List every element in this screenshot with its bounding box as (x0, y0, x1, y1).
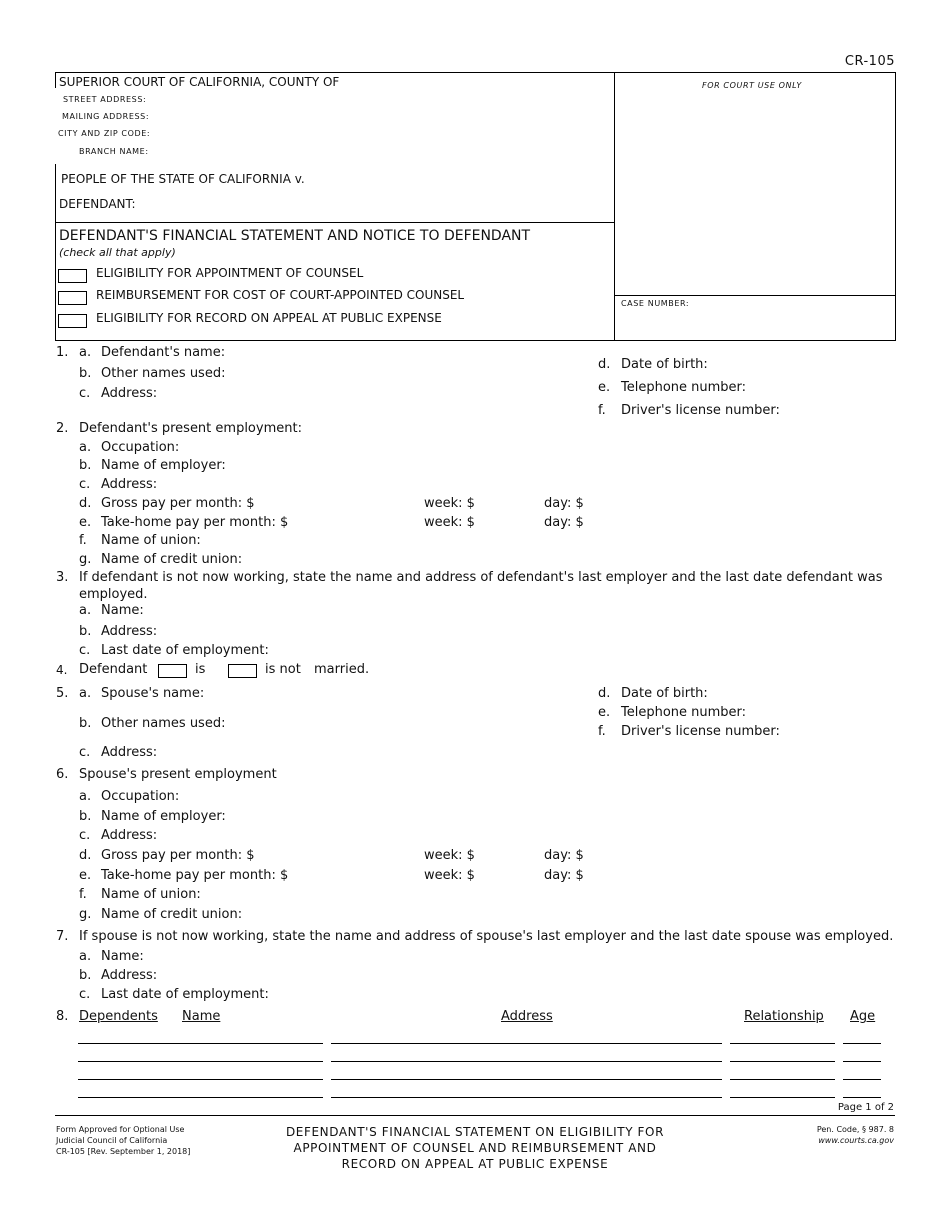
footer-title-line3: RECORD ON APPEAL AT PUBLIC EXPENSE (341, 1157, 609, 1171)
s1-address-label: Address: (101, 386, 158, 401)
dependent-address-line[interactable] (331, 1097, 722, 1098)
dependent-relationship-line[interactable] (730, 1061, 835, 1062)
s1-defendant-name-label: Defendant's name: (101, 345, 226, 360)
s8-dependents-header: Dependents (79, 1009, 158, 1024)
s2-union-label: Name of union: (101, 533, 201, 548)
s5-number: 5. (56, 686, 69, 701)
s1-a-letter: a. (79, 345, 92, 360)
footer-council: Judicial Council of California (56, 1136, 168, 1145)
s2-gross-day-label: day: $ (544, 496, 584, 511)
check-instruction: (check all that apply) (59, 246, 176, 259)
s5-a-letter: a. (79, 686, 92, 701)
s2-c-letter: c. (79, 477, 91, 492)
s1-b-letter: b. (79, 366, 92, 381)
footer-url[interactable]: www.courts.ca.gov (818, 1136, 894, 1145)
s7-text: If spouse is not now working, state the name and address of spouse's last employer and the last date spouse was employed. (79, 929, 894, 944)
s3-b-letter: b. (79, 624, 92, 639)
eligibility-counsel-label: ELIGIBILITY FOR APPOINTMENT OF COUNSEL (96, 266, 364, 280)
s6-f-letter: f. (79, 887, 87, 902)
s1-c-letter: c. (79, 386, 91, 401)
s6-address-label: Address: (101, 828, 158, 843)
dependent-name-line[interactable] (78, 1079, 323, 1080)
s3-a-letter: a. (79, 603, 92, 618)
s5-license-label: Driver's license number: (621, 724, 780, 739)
s6-gross-day-label: day: $ (544, 848, 584, 863)
s1-other-names-label: Other names used: (101, 366, 226, 381)
s5-address-label: Address: (101, 745, 158, 760)
record-appeal-checkbox[interactable] (58, 314, 87, 328)
s5-f-letter: f. (598, 724, 606, 739)
s4-is-married-checkbox[interactable] (158, 664, 187, 678)
dependent-name-line[interactable] (78, 1061, 323, 1062)
form-number: CR-105 (844, 54, 895, 69)
s1-d-letter: d. (598, 357, 611, 372)
s6-number: 6. (56, 767, 69, 782)
s2-number: 2. (56, 421, 69, 436)
dependent-age-line[interactable] (843, 1061, 881, 1062)
s6-takehome-week-label: week: $ (424, 868, 475, 883)
s7-c-letter: c. (79, 987, 91, 1002)
dependent-relationship-line[interactable] (730, 1043, 835, 1044)
street-address-label: STREET ADDRESS: (63, 95, 147, 104)
city-zip-label: CITY AND ZIP CODE: (58, 129, 151, 138)
s8-name-header: Name (182, 1009, 221, 1024)
s4-is-not-label: is not (265, 662, 301, 677)
s4-married-label: married. (314, 662, 370, 677)
s1-number: 1. (56, 345, 69, 360)
s5-phone-label: Telephone number: (621, 705, 747, 720)
s1-dob-label: Date of birth: (621, 357, 708, 372)
s5-d-letter: d. (598, 686, 611, 701)
form-title: DEFENDANT'S FINANCIAL STATEMENT AND NOTICE TO DEFENDANT (59, 228, 531, 244)
s1-e-letter: e. (598, 380, 611, 395)
s1-phone-label: Telephone number: (621, 380, 747, 395)
s4-is-not-married-checkbox[interactable] (228, 664, 257, 678)
s6-d-letter: d. (79, 848, 92, 863)
footer-approved: Form Approved for Optional Use (56, 1125, 185, 1134)
page-number: Page 1 of 2 (837, 1102, 894, 1113)
record-appeal-label: ELIGIBILITY FOR RECORD ON APPEAL AT PUBLIC EXPENSE (96, 311, 442, 325)
s6-c-letter: c. (79, 828, 91, 843)
s2-takehome-week-label: week: $ (424, 515, 475, 530)
dependent-age-line[interactable] (843, 1043, 881, 1044)
dependent-relationship-line[interactable] (730, 1079, 835, 1080)
footer-revision: CR-105 [Rev. September 1, 2018] (56, 1147, 191, 1156)
s2-gross-pay-label: Gross pay per month: $ (101, 496, 255, 511)
s2-d-letter: d. (79, 496, 92, 511)
s4-defendant-label: Defendant (79, 662, 148, 677)
s3-number: 3. (56, 570, 69, 585)
dependent-age-line[interactable] (843, 1079, 881, 1080)
s6-title: Spouse's present employment (79, 767, 277, 782)
eligibility-counsel-checkbox[interactable] (58, 269, 87, 283)
s5-spouse-name-label: Spouse's name: (101, 686, 205, 701)
dependent-relationship-line[interactable] (730, 1097, 835, 1098)
s6-union-label: Name of union: (101, 887, 201, 902)
defendant-label: DEFENDANT: (59, 197, 136, 211)
s7-a-letter: a. (79, 949, 92, 964)
mailing-address-label: MAILING ADDRESS: (62, 112, 150, 121)
header-divider (614, 72, 615, 340)
s8-address-header: Address (501, 1009, 553, 1024)
dependent-age-line[interactable] (843, 1097, 881, 1098)
s8-age-header: Age (850, 1009, 876, 1024)
s6-gross-pay-label: Gross pay per month: $ (101, 848, 255, 863)
address-gap (52, 88, 58, 164)
s5-other-names-label: Other names used: (101, 716, 226, 731)
s6-g-letter: g. (79, 907, 92, 922)
reimbursement-label: REIMBURSEMENT FOR COST OF COURT-APPOINTED COUNSEL (96, 288, 465, 302)
s8-number: 8. (56, 1009, 69, 1024)
s2-takehome-label: Take-home pay per month: $ (101, 515, 289, 530)
s3-name-label: Name: (101, 603, 144, 618)
court-use-label: FOR COURT USE ONLY (702, 81, 802, 90)
s2-g-letter: g. (79, 552, 92, 567)
title-divider (55, 222, 615, 223)
s2-f-letter: f. (79, 533, 87, 548)
s3-last-date-label: Last date of employment: (101, 643, 269, 658)
s2-occupation-label: Occupation: (101, 440, 180, 455)
s2-credit-union-label: Name of credit union: (101, 552, 243, 567)
branch-name-label: BRANCH NAME: (79, 147, 149, 156)
footer-title-line1: DEFENDANT'S FINANCIAL STATEMENT ON ELIGIBILITY FOR (285, 1125, 665, 1139)
s5-e-letter: e. (598, 705, 611, 720)
s3-c-letter: c. (79, 643, 91, 658)
s5-dob-label: Date of birth: (621, 686, 708, 701)
s2-a-letter: a. (79, 440, 92, 455)
s5-b-letter: b. (79, 716, 92, 731)
s1-license-label: Driver's license number: (621, 403, 780, 418)
s4-is-label: is (195, 662, 206, 677)
reimbursement-checkbox[interactable] (58, 291, 87, 305)
s6-b-letter: b. (79, 809, 92, 824)
case-number-label: CASE NUMBER: (621, 299, 690, 308)
s6-employer-label: Name of employer: (101, 809, 226, 824)
dependent-address-line[interactable] (331, 1061, 722, 1062)
s2-e-letter: e. (79, 515, 92, 530)
s2-employer-label: Name of employer: (101, 458, 226, 473)
footer-title-line2: APPOINTMENT OF COUNSEL AND REIMBURSEMENT AND (293, 1141, 657, 1155)
dependent-address-line[interactable] (331, 1079, 722, 1080)
s6-occupation-label: Occupation: (101, 789, 180, 804)
dependent-name-line[interactable] (78, 1043, 323, 1044)
case-divider (614, 295, 895, 296)
s7-b-letter: b. (79, 968, 92, 983)
s2-address-label: Address: (101, 477, 158, 492)
s6-a-letter: a. (79, 789, 92, 804)
court-label: SUPERIOR COURT OF CALIFORNIA, COUNTY OF (59, 75, 340, 89)
dependent-name-line[interactable] (78, 1097, 323, 1098)
s2-takehome-day-label: day: $ (544, 515, 584, 530)
s7-name-label: Name: (101, 949, 144, 964)
s3-text-line2: employed. (79, 587, 148, 602)
s3-address-label: Address: (101, 624, 158, 639)
s6-takehome-label: Take-home pay per month: $ (101, 868, 289, 883)
s8-relationship-header: Relationship (744, 1009, 824, 1024)
dependent-address-line[interactable] (331, 1043, 722, 1044)
s5-c-letter: c. (79, 745, 91, 760)
s3-text-line1: If defendant is not now working, state the name and address of defendant's last employer and the last date defendant was (79, 570, 883, 585)
people-label: PEOPLE OF THE STATE OF CALIFORNIA v. (61, 172, 305, 186)
s2-title: Defendant's present employment: (79, 421, 302, 436)
s6-gross-week-label: week: $ (424, 848, 475, 863)
s1-f-letter: f. (598, 403, 606, 418)
s7-last-date-label: Last date of employment: (101, 987, 269, 1002)
s7-number: 7. (56, 929, 69, 944)
s2-gross-week-label: week: $ (424, 496, 475, 511)
s6-credit-union-label: Name of credit union: (101, 907, 243, 922)
footer-rule (55, 1115, 895, 1116)
s6-takehome-day-label: day: $ (544, 868, 584, 883)
s2-b-letter: b. (79, 458, 92, 473)
s6-e-letter: e. (79, 868, 92, 883)
footer-code: Pen. Code, § 987. 8 (816, 1125, 894, 1134)
s4-number: 4. (56, 663, 68, 677)
s7-address-label: Address: (101, 968, 158, 983)
